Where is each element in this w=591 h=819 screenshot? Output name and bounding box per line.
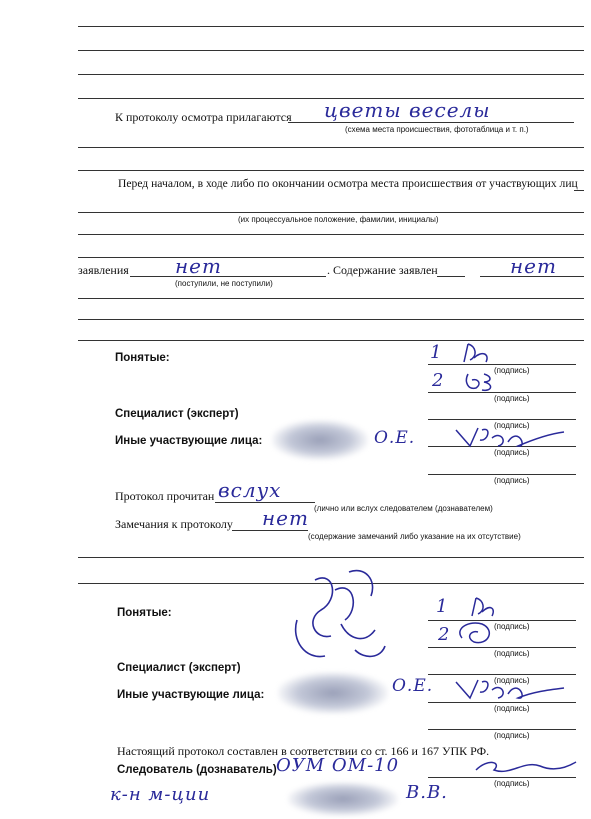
witness-2-number: 2 bbox=[432, 370, 445, 391]
others-label-1: Иные участвующие лица: bbox=[115, 435, 263, 447]
ruled-line bbox=[428, 419, 576, 420]
ruled-line bbox=[428, 729, 576, 730]
ruled-line bbox=[78, 212, 584, 213]
ruled-line bbox=[437, 276, 465, 277]
specialist-label-1: Специалист (эксперт) bbox=[115, 408, 239, 420]
signature-hint: (подпись) bbox=[494, 676, 530, 685]
others-initials-2: О.Е. bbox=[392, 676, 434, 696]
signature-hint: (подпись) bbox=[494, 476, 530, 485]
statements-content-label: . Содержание заявлен bbox=[327, 263, 438, 277]
witnesses-label-2: Понятые: bbox=[117, 607, 172, 619]
persons-hint: (их процессуальное положение, фамилии, инициалы) bbox=[238, 215, 439, 224]
signature-hint: (подпись) bbox=[494, 779, 530, 788]
ruled-line bbox=[574, 190, 584, 191]
ruled-line bbox=[78, 74, 584, 75]
signature-hint: (подпись) bbox=[494, 622, 530, 631]
witness-1-number: 1 bbox=[430, 342, 443, 363]
ruled-line bbox=[78, 298, 584, 299]
ruled-line bbox=[232, 530, 308, 531]
investigator-unit: ОУМ ОМ-10 bbox=[276, 755, 400, 776]
ruled-line bbox=[215, 502, 315, 503]
remarks-label: Замечания к протоколу bbox=[115, 517, 233, 531]
ruled-line bbox=[78, 557, 584, 558]
signature-hint: (подпись) bbox=[494, 448, 530, 457]
attachments-label: К протоколу осмотра прилагаются bbox=[115, 110, 292, 124]
ruled-line bbox=[288, 122, 574, 123]
ruled-line bbox=[78, 340, 584, 341]
remarks-handwritten-value: нет bbox=[262, 506, 309, 530]
witness-1-signature bbox=[460, 340, 500, 366]
investigator-initials: В.В. bbox=[406, 782, 448, 803]
signature-hint: (подпись) bbox=[494, 366, 530, 375]
ruled-line bbox=[428, 674, 576, 675]
ruled-line bbox=[78, 234, 584, 235]
reading-label: Протокол прочитан bbox=[115, 489, 215, 503]
remarks-hint: (содержание замечаний либо указание на их отсутствие) bbox=[308, 532, 521, 541]
ruled-line bbox=[428, 647, 576, 648]
redacted-name bbox=[272, 420, 368, 460]
redacted-name bbox=[278, 672, 388, 714]
statements-hint: (поступили, не поступили) bbox=[175, 279, 273, 288]
ruled-line bbox=[428, 392, 576, 393]
specialist-label-2: Специалист (эксперт) bbox=[117, 662, 241, 674]
statements-handwritten-value: нет bbox=[175, 254, 222, 278]
investigator-signature bbox=[470, 756, 580, 780]
signature-hint: (подпись) bbox=[494, 421, 530, 430]
others-label-2: Иные участвующие лица: bbox=[117, 689, 265, 701]
signature-hint: (подпись) bbox=[494, 731, 530, 740]
signature-hint: (подпись) bbox=[494, 704, 530, 713]
others-signature-2 bbox=[452, 676, 572, 704]
signature-hint: (подпись) bbox=[494, 649, 530, 658]
witness-1-number: 1 bbox=[436, 596, 449, 617]
witness-2-number: 2 bbox=[438, 624, 451, 645]
ruled-line bbox=[428, 620, 576, 621]
statements-intro: Перед началом, в ходе либо по окончании осмотра места происшествия от участвующих лиц bbox=[118, 177, 578, 190]
reading-hint: (лично или вслух следователем (дознавателем) bbox=[314, 504, 493, 513]
attachments-hint: (схема места происшествия, фототаблица и т. п.) bbox=[345, 125, 529, 134]
certification-signature bbox=[285, 560, 395, 670]
ruled-line bbox=[428, 364, 576, 365]
investigator-label: Следователь (дознаватель) bbox=[117, 764, 277, 776]
witness-2-signature bbox=[462, 370, 498, 394]
attachments-handwritten-value: цветы веселы bbox=[324, 98, 491, 122]
footer-statement: Настоящий протокол составлен в соответствии со ст. 166 и 167 УПК РФ. bbox=[117, 744, 490, 758]
redacted-name bbox=[288, 782, 398, 816]
ruled-line bbox=[78, 50, 584, 51]
statements-content-handwritten-value: нет bbox=[510, 254, 557, 278]
witness-1-signature bbox=[468, 594, 498, 620]
ruled-line bbox=[78, 319, 584, 320]
reading-handwritten-value: вслух bbox=[218, 478, 282, 502]
ruled-line bbox=[130, 276, 326, 277]
witness-2-signature bbox=[452, 618, 500, 648]
ruled-line bbox=[78, 26, 584, 27]
investigator-role: к-н м-ции bbox=[110, 784, 211, 805]
signature-hint: (подпись) bbox=[494, 394, 530, 403]
ruled-line bbox=[78, 257, 584, 258]
others-initials-1: О.Е. bbox=[374, 428, 416, 448]
statements-label: заявления bbox=[78, 263, 129, 277]
ruled-line bbox=[78, 147, 584, 148]
ruled-line bbox=[78, 170, 584, 171]
ruled-line bbox=[428, 474, 576, 475]
witnesses-label-1: Понятые: bbox=[115, 352, 170, 364]
